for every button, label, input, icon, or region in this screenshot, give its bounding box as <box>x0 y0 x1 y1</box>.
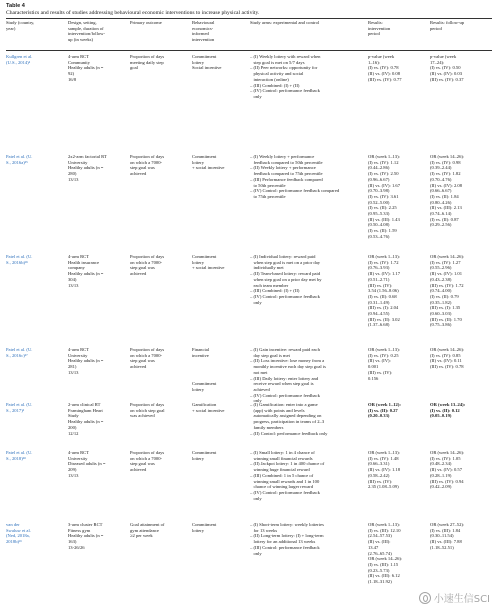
intervention-cell: Commitment lottery + social incentive <box>192 154 225 171</box>
column-header-outcome: Primary outcome <box>130 20 162 25</box>
intervention-cell: Commitment lottery + social incentive <box>192 254 225 271</box>
study-cell[interactable]: van der Swaluw et al. (Ned, 2018a, 2018b)³¹ <box>6 522 31 545</box>
outcome-cell: Proportion of days on which step goal was achieved <box>130 402 165 419</box>
watermark-text: 小速生信SCI <box>433 594 490 605</box>
arms-cell: – (I) Individual lottery: reward paid when step goal is met on a prior day individually met – (II) Team-based lottery: reward paid when step goal on a prior day met by each team member – (III) Combined: (I) + (II) – (IV) Control: performance feedback only <box>250 254 322 305</box>
outcome-cell: Proportion of days meeting daily step goal <box>130 54 165 71</box>
arms-cell: – (I) Short-term lottery: weekly lotteries for 13 weeks – (II) Long-term lottery: (I) + long-term lottery for an additional 13 weeks – (III) Control: performance feedback only <box>250 522 324 556</box>
design-cell: 2x2-arm factorial RT University Healthy adults (n = 280) 13/13 <box>68 154 107 182</box>
results-fu-cell: p-value (week 17–24): (I) vs. (IV): 0.50 (II) vs. (IV): 0.03 (III) vs. (IV): 0.37 <box>430 54 464 82</box>
arms-cell: – (I) Weekly lottery + performance feedback compared to 50th percentile – (II) Weekly lottery + performance feedback compared to 75th percentile – (III) Performance feedback compared to 50th percentile – (IV) Control: performance feedback compared to 75th percentile <box>250 154 340 199</box>
study-cell[interactable]: Patel et al. (U. S., 2016a)³⁵ <box>6 154 33 165</box>
results-fu-cell: OR (week 27–52): (I) vs. (III): 1.84 (0.30–11.54) (II) vs. (III): 7.88 (1.18–52.51) <box>430 522 465 550</box>
design-cell: 4-arm RCT University Healthy adults (n = 281) 13/13 <box>68 347 104 375</box>
column-header-arms: Study arms: experimental and control <box>250 20 320 25</box>
design-cell: 4-arm RCT Health insurance company Healthy adults (n = 304) 13/13 <box>68 254 104 288</box>
results-int-cell: OR (week 1–13): (I) vs. (IV): 1.72 (0.76–3.93) (II) vs. (IV): 1.17 (0.51–2.71) (III) vs. (IV): 3.54 (1.56–8.06) (I) vs. (II): 0.68 (0.31–1.49) (III) vs. (I): 2.04 (0.94–4.55) (III) vs. (II): 3.02 (1.37–6.68) <box>368 254 401 328</box>
intervention-cell: Commitment lottery Social incentive <box>192 54 222 71</box>
outcome-cell: Proportion of days on which a 7000- step goal was achieved <box>130 254 165 277</box>
study-cell[interactable]: Patel et al. (U. S., 2016c)³⁷ <box>6 347 33 358</box>
results-int-cell: OR (week 1–13): (I) vs. (IV): 0.25 (II) vs. (IV): 0.001 (III) vs. (IV): 0.156 <box>368 347 400 381</box>
intervention-cell: Commitment lottery <box>192 450 217 461</box>
intervention-cell: Financial incentive Commitment lottery <box>192 347 217 392</box>
header-rule <box>6 50 492 51</box>
outcome-cell: Proportion of days on which a 7000- step goal was achieved <box>130 154 165 177</box>
design-cell: 2-arm clinical RT Framingham Heart Study Healthy adults (n = 200) 12/12 <box>68 402 104 436</box>
study-cell[interactable]: Patel et al. (U. S., 2017)³ <box>6 402 33 413</box>
table-number: Table 4 <box>6 3 25 9</box>
arms-cell: – (I) Small lottery: 1 in 4 chance of winning small financial rewards – (II) Jackpot lottery: 1 in 400 chance of winning huge financial reward – (III) Combined: 1 in 5 chance of winning small rewards and 1 in 100 chance of winning larger reward – (IV) Control: performance feedback only <box>250 450 325 501</box>
study-cell[interactable]: Patel et al. (U. S., 2016b)³⁶ <box>6 254 33 265</box>
column-header-design: Design, setting, sample, duration of intervention/follow- up (in weeks) <box>68 20 105 43</box>
design-cell: 4-arm RCT University Diseased adults (n = 209) 13/13 <box>68 450 106 478</box>
results-int-cell: OR (week 1–13): (I) vs. (IV): 1.12 (0.44–2.86) (I) vs. (IV): 2.50 (0.96–6.67) (II) vs. (IV): 1.67 (0.70–3.98) (I) vs. (IV): 3.61 (0.52–5.00) (I) vs. (II): 2.25 (0.95–5.33) (II) vs. (III): 1.43 (0.50–4.08) (I) vs. (II): 1.59 (0.53–4.76) <box>368 154 401 239</box>
results-int-cell: OR (week 1–13): (I) vs. (III): 12.10 (2.54–57.53) (II) vs. (III): 13.47 (2.76–65.74) OR (week 14–26): (I) vs. (III): 1.15 (0.23–5.73) (II) vs. (III): 6.12 (1.18–31.92) <box>368 522 403 585</box>
arms-cell: – (I) Gain incentive: reward paid each day step goal is met – (II) Loss incentive: lose money from a monthly incentive each day step goal is not met – (III) Daily lottery: enter lottery and receive reward when step goal is achieved – (IV) Control: performance feedback only <box>250 347 326 404</box>
results-int-cell: OR (week 1–13): (I) vs. (IV): 1.48 (0.66–3.31) (II) vs. (IV): 1.18 (0.58–2.42) (III) vs. (IV): 2.35 (1.08–5.09) <box>368 450 401 490</box>
column-header-results-fu: Results: follow-up period <box>430 20 465 31</box>
table-header <box>6 3 259 17</box>
column-header-intervention: Behavioural economics- informed intervention <box>192 20 215 43</box>
arms-cell: – (I) Weekly lottery with reward when step goal is met on 5/7 days – (II) Peer networks: opportunity for physical activity and social interaction (online) – (III) Combined: (I) + (II) – (IV) Control: performance feedback only <box>250 54 321 99</box>
results-int-cell: p-value (week 1–16): (I) vs. (IV): 0.78 (II) vs. (IV): 0.08 (III) vs. (IV): 0.77 <box>368 54 402 82</box>
outcome-cell: Proportion of days on which a 7000- step goal was achieved <box>130 450 165 473</box>
results-fu-cell: OR (week 14–26): (I) vs. (IV): 1.05 (0.48–2.34) (II) vs. (IV): 0.57 (0.28–1.19) (III) vs. (IV): 0.94 (0.42–2.09) <box>430 450 465 490</box>
results-fu-cell: OR (week 14–26): (I) vs. (IV): 0.98 (0.39–2.44) (I) vs. (IV): 1.82 (0.70–4.76) (II) vs. (IV): 2.08 (0.66–6.67) (I) vs. (II): 1.84 (0.80–4.26) (II) vs. (III): 2.13 (0.74–6.14) (I) vs. (II): 0.87 (0.29–2.56) <box>430 154 465 228</box>
results-int-cell: OR (week 1–12): (I) vs. (II): 0.27 (0.20–0.33) <box>368 402 401 419</box>
arms-cell: – (I) Gamification: enter into a game (app) with points and levels automatically assigned depending on progress, participation in teams of 2–3 family members – (II) Control: performance feedback only <box>250 402 328 436</box>
results-fu-cell: OR (week 14–26): (I) vs. (IV): 1.27 (0.55–2.96) (II) vs. (IV): 1.01 (0.43–2.38) (III) vs. (IV): 1.72 (0.74–4.00) (I) vs. (II): 0.79 (0.35–1.82) (III) vs. (I): 1.35 (0.60–3.03) (III) vs. (II): 1.70 (0.75–3.86) <box>430 254 465 328</box>
watermark <box>419 590 490 605</box>
study-cell[interactable]: Kullgren et al. (U.S., 2014)² <box>6 54 33 65</box>
intervention-cell: Gamification + social incentive <box>192 402 225 413</box>
study-cell[interactable]: Patel et al. (U. S., 2018)³⁸ <box>6 450 33 461</box>
wechat-icon <box>419 592 431 604</box>
outcome-cell: Goal attainment of gym attendance ≥2 per week <box>130 522 165 539</box>
design-cell: 4-arm RCT Community Healthy adults (n = 92) 16/8 <box>68 54 104 82</box>
column-header-results-int: Results: intervention period <box>368 20 391 37</box>
intervention-cell: Commitment lottery <box>192 522 217 533</box>
table-caption: Characteristics and results of studies addressing behavioural economic interventions to increase physical activity. <box>6 10 260 16</box>
results-fu-cell: OR (week 14–26): (I) vs. (IV): 0.85 (II) vs. (IV): 0.11 (III) vs. (IV): 0.78 <box>430 347 465 370</box>
outcome-cell: Proportion of days on which a 7000- step goal was achieved <box>130 347 165 370</box>
column-header-study: Study (country, year) <box>6 20 35 31</box>
results-fu-cell: OR (week 13–24): (I) vs. (II): 0.12 (0.05–0.19) <box>430 402 466 419</box>
design-cell: 3-arm cluster RCT Fitness gym Healthy adults (n = 163) 13-26/26 <box>68 522 104 550</box>
top-rule <box>6 18 492 19</box>
